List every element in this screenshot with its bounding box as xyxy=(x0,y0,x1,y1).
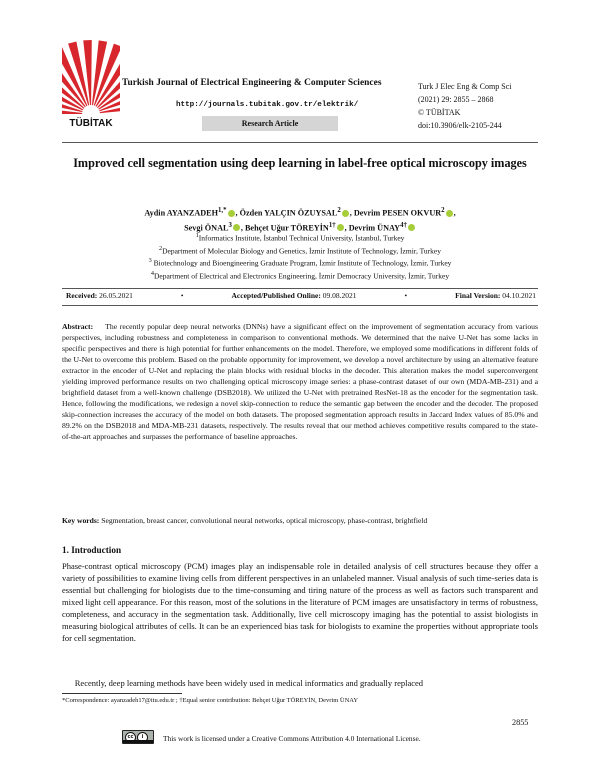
article-type-badge: Research Article xyxy=(202,116,338,131)
citation-copyright: © TÜBİTAK xyxy=(418,108,461,117)
author-name: Devrim PESEN OKVUR xyxy=(353,208,442,218)
badge-strip xyxy=(123,740,153,743)
journal-name: Turkish Journal of Electrical Engineering & Computer Sciences xyxy=(122,78,382,88)
paper-title: Improved cell segmentation using deep learning in label-free optical microscopy images xyxy=(73,156,527,170)
correspondence-footnote: *Correspondence: ayanzadeh17@itu.edu.tr ; †Equal senior contribution: Behçet Uğur TÖREYİN, Devrim ÜNAY xyxy=(62,697,359,704)
introduction-paragraph-2: Recently, deep learning methods have been widely used in medical informatics and gradually replaced xyxy=(74,678,424,688)
attribution-icon: i xyxy=(137,732,148,743)
author-name: Aydin AYANZADEH xyxy=(144,208,218,218)
page-number: 2855 xyxy=(512,718,529,727)
date-separator: • xyxy=(180,291,184,300)
affiliation-item: $^2$Department of Molecular Biology and Genetics, İzmir Institute of Technology, İzmir, Turkey xyxy=(158,244,442,256)
license-text: This work is licensed under a Creative Commons Attribution 4.0 International License. xyxy=(163,734,421,743)
author-name: Özden YALÇIN ÖZUYSAL xyxy=(239,208,338,218)
author-affil-sup: 1,* xyxy=(218,207,227,214)
received-date: Received: 26.05.2021 xyxy=(66,291,133,300)
dates-divider-bottom xyxy=(62,305,538,306)
citation-volume: (2021) 29: 2855 – 2868 xyxy=(418,95,494,104)
abstract-text: The recently popular deep neural networks (DNNs) have a significant effect on the improvement of segmentation accuracy from various perspectives, including robustness and completeness in comparison to conventional methods. We determined that the naive U-Net has some lacks in specific perspectives and there is high potential for further enhancements on the model. Therefore, we employed some modifications in different folds of the U-Net to overcome this problem. Based on the probable opportunity for improvement, we develop a novel architecture by using an alternative feature extractor in the encoder of U-Net and replacing the plain blocks with residual blocks in the decoder. This alteration makes the model superconvergent yielding improved performance results on two challenging optical microscopy image series: a phase-contrast dataset of our own (MDA-MB-231) and a brightfield dataset from a well-known challenge (DSB2018). We utilized the U-Net with pretrained ResNet-18 as the encoder for the segmentation task. Hence, following the modifications, we redesign a novel skip-connection to reduce the semantic gap between the encoder and the decoder. The proposed skip-connection increases the accuracy of the model on both datasets. The proposed segmentation approach results in Jaccard Index values of 85.0% and 89.2% on the DSB2018 and MDA-MB-231 datasets, respectively. The results reveal that our method achieves competitive results compared to the state-of-the-art approaches and surpasses the performance of baseline approaches. xyxy=(62,322,538,442)
author-affil-sup: 4† xyxy=(400,221,407,229)
introduction-paragraph: Phase-contrast optical microscopy (PCM) images play an indispensable role in detailed analysis of cell structures because they offer a variety of possibilities to examine living cells from different perspectives in an unlabeled manner. Visual analysis of such time-series data is essential but challenging for biologists due to the time-consuming and tiring nature of the process as well as factors such transparent and mixed light cell appearance. For this reason, most of the solutions in the literature of PCM images are unsatisfactory in terms of robustness, completeness, and accuracy in the segmentation task. Additionally, live cell microscopy imaging has the potential to assist biologists in measuring biological attributes of cells. It can be an experienced bias task for biologists to examine the properties without appropriate tools for cell segmentation. xyxy=(62,561,538,644)
affiliation-item: $^1$Informatics Institute, İstanbul Technical University, İstanbul, Turkey xyxy=(195,232,405,243)
citation-doi-link[interactable]: doi:10.3906/elk-2105-244 xyxy=(418,121,502,130)
author-affil-sup: 3 xyxy=(228,221,232,229)
citation-journal: Turk J Elec Eng & Comp Sci xyxy=(418,82,512,91)
publication-dates xyxy=(66,291,536,300)
orcid-icon[interactable] xyxy=(446,210,453,217)
header-divider xyxy=(62,142,538,143)
accepted-date: Accepted/Published Online: 09.08.2021 xyxy=(231,291,357,300)
creative-commons-badge[interactable] xyxy=(122,730,154,744)
orcid-icon[interactable] xyxy=(228,210,235,217)
author-affil-sup: 2 xyxy=(337,207,341,214)
affiliation-item: $^3$ Biotechnology and Bioengineering Graduate Program, İzmir Institute of Technology, İzmir, Turkey xyxy=(148,257,452,268)
keywords-label: Key words: xyxy=(62,516,100,525)
abstract-label: Abstract: xyxy=(62,322,94,331)
journal-url-link[interactable]: http://journals.tubitak.gov.tr/elektrik/ xyxy=(176,101,359,109)
logo-text: TÜBİTAK xyxy=(69,118,113,129)
author-line-2: Sevgi ÖNAL$^3$ , Behçet Uğur $TÖREYİN^{1\dagger}$ , Devrim $ÜNAY^{4\dagger}$ xyxy=(62,220,538,235)
tubitak-logo xyxy=(62,40,120,130)
citation-block xyxy=(418,80,511,132)
cc-icon: cc xyxy=(125,732,136,743)
author-affil-sup: 1† xyxy=(328,221,336,229)
keywords xyxy=(62,516,542,525)
date-separator: • xyxy=(404,291,408,300)
affiliation-list xyxy=(62,231,538,282)
author-affil-sup: 2 xyxy=(441,207,445,214)
author-name: Sevgi ÖNAL xyxy=(184,223,229,233)
dates-divider-top xyxy=(62,288,538,289)
footnote-divider xyxy=(62,693,182,694)
final-version-date: Final Version: 04.10.2021 xyxy=(455,291,536,300)
author-line-1: Aydin $AYANZADEH^{1,*}$ , Özden YALÇIN ÖZUYSAL$^2$ , Devrim PESEN OKVUR$^2$ , xyxy=(144,207,456,218)
keywords-text: Segmentation, breast cancer, convolutional neural networks, optical microscopy, phase-contrast, brightfield xyxy=(101,516,428,525)
abstract xyxy=(62,321,538,443)
section-heading-introduction: 1. Introduction xyxy=(62,545,122,555)
orcid-icon[interactable] xyxy=(342,210,349,217)
affiliation-item: $^4$Department of Electrical and Electronics Engineering, İzmir Democracy University, İzmir, Turkey xyxy=(150,270,450,281)
author-name: Behçet Uğur TÖREYİN xyxy=(244,223,329,233)
author-name: Devrim ÜNAY xyxy=(348,223,401,233)
